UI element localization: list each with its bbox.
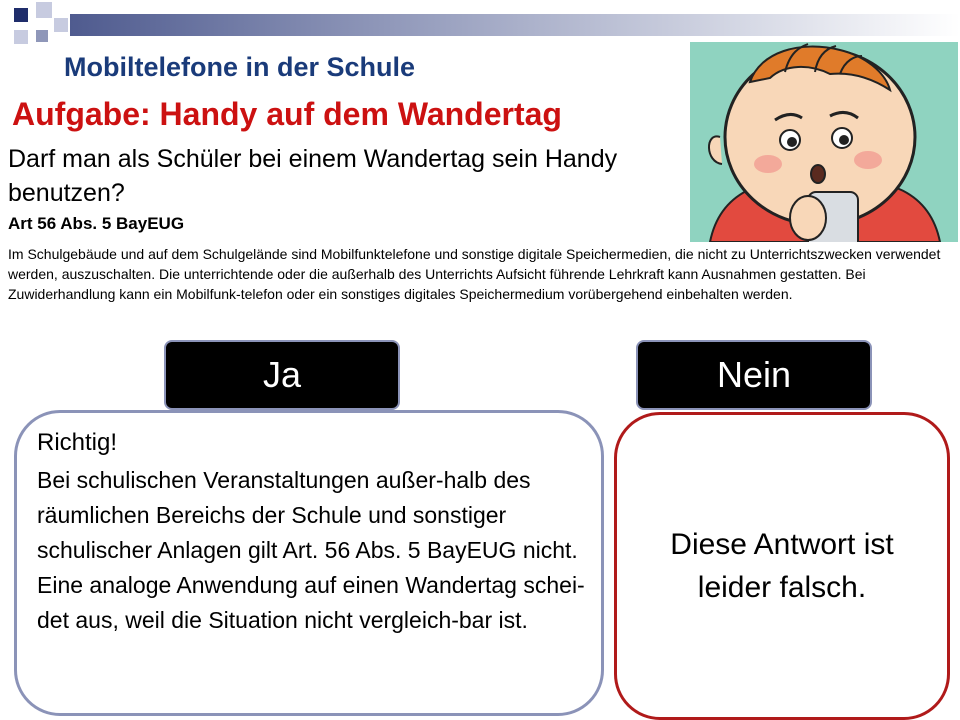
law-reference: Art 56 Abs. 5 BayEUG xyxy=(8,214,185,233)
wrong-feedback-box xyxy=(614,412,950,720)
correct-explanation: Bei schulischen Veranstaltungen außer-halb des räumlichen Bereichs der Schule und sonstiger schulischer Anlagen gilt Art. 56 Abs. 5 BayEUG nicht. Eine analoge Anwendung auf einen Wandertag schei-det aus, weil die Situation nicht vergleich-bar ist. xyxy=(37,467,585,633)
no-button[interactable]: Nein xyxy=(636,340,872,410)
correct-heading: Richtig! xyxy=(37,429,118,456)
yes-button[interactable]: Ja xyxy=(164,340,400,410)
correct-feedback-box xyxy=(14,410,604,716)
boy-with-phone-illustration xyxy=(690,42,958,242)
header-gradient-bar xyxy=(70,14,960,36)
question-text: Darf man als Schüler bei einem Wandertag sein Handy benutzen? xyxy=(8,145,618,207)
slide-subtitle: Mobiltelefone in der Schule xyxy=(64,52,416,82)
law-text: Im Schulgebäude und auf dem Schulgelände sind Mobilfunktelefone und sonstige digitale Speichermedien, die nicht zu Unterrichtszwecken verwendet werden, auszuschalten. Die unterrichtende oder die außerhalb des Unterrichts Aufsicht führende Lehrkraft kann Ausnahmen gestatten. Bei Zuwiderhandlung kann ein Mobilfunk-telefon oder ein sonstiges digitales Speichermedium vorübergehend einbehalten werden. xyxy=(8,246,941,302)
wrong-feedback-text: Diese Antwort ist leider falsch. xyxy=(670,528,894,604)
task-title: Aufgabe: Handy auf dem Wandertag xyxy=(12,96,562,132)
